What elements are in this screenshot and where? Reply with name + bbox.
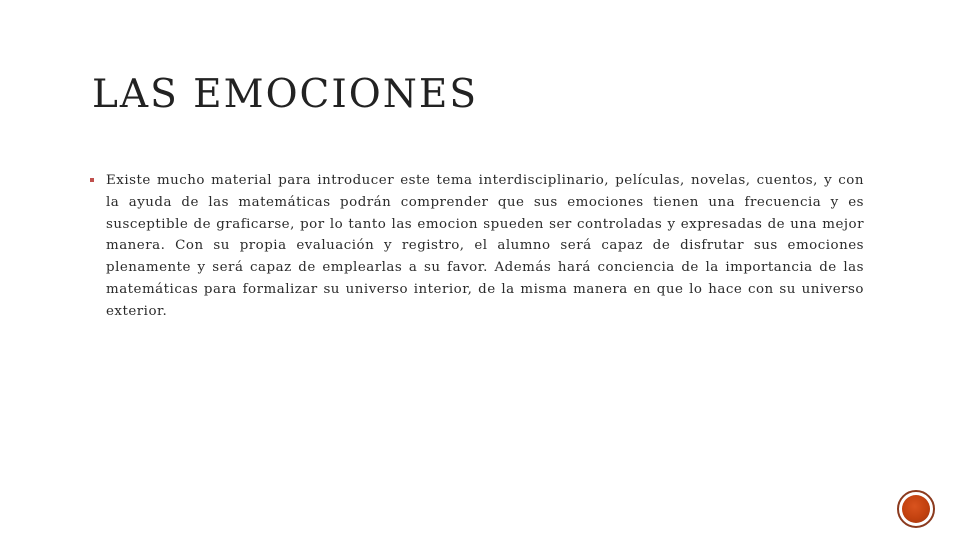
bullet-item xyxy=(90,170,864,323)
bullet-text: Existe mucho material para introducer este tema interdisciplinario, películas, novelas, cuentos, y con la ayuda de las matemáticas podrán comprender que sus emociones tienen una frecuencia y es susceptible de graficarse, por lo tanto las emocion spueden ser controladas y expresadas de una mejor manera. Con su propia evaluación y registro, el alumno será capaz de disfrutar sus emociones plenamente y será capaz de emplearlas a su favor. Además hará conciencia de la importancia de las matemáticas para formalizar su universo interior, de la misma manera en que lo hace con su universo exterior. xyxy=(106,173,864,319)
circle-logo-icon xyxy=(897,490,935,528)
bullet-list xyxy=(90,170,864,323)
bullet-square-icon xyxy=(90,178,94,182)
circle-logo-fill xyxy=(902,495,930,523)
slide-title: LAS EMOCIONES xyxy=(92,72,479,117)
